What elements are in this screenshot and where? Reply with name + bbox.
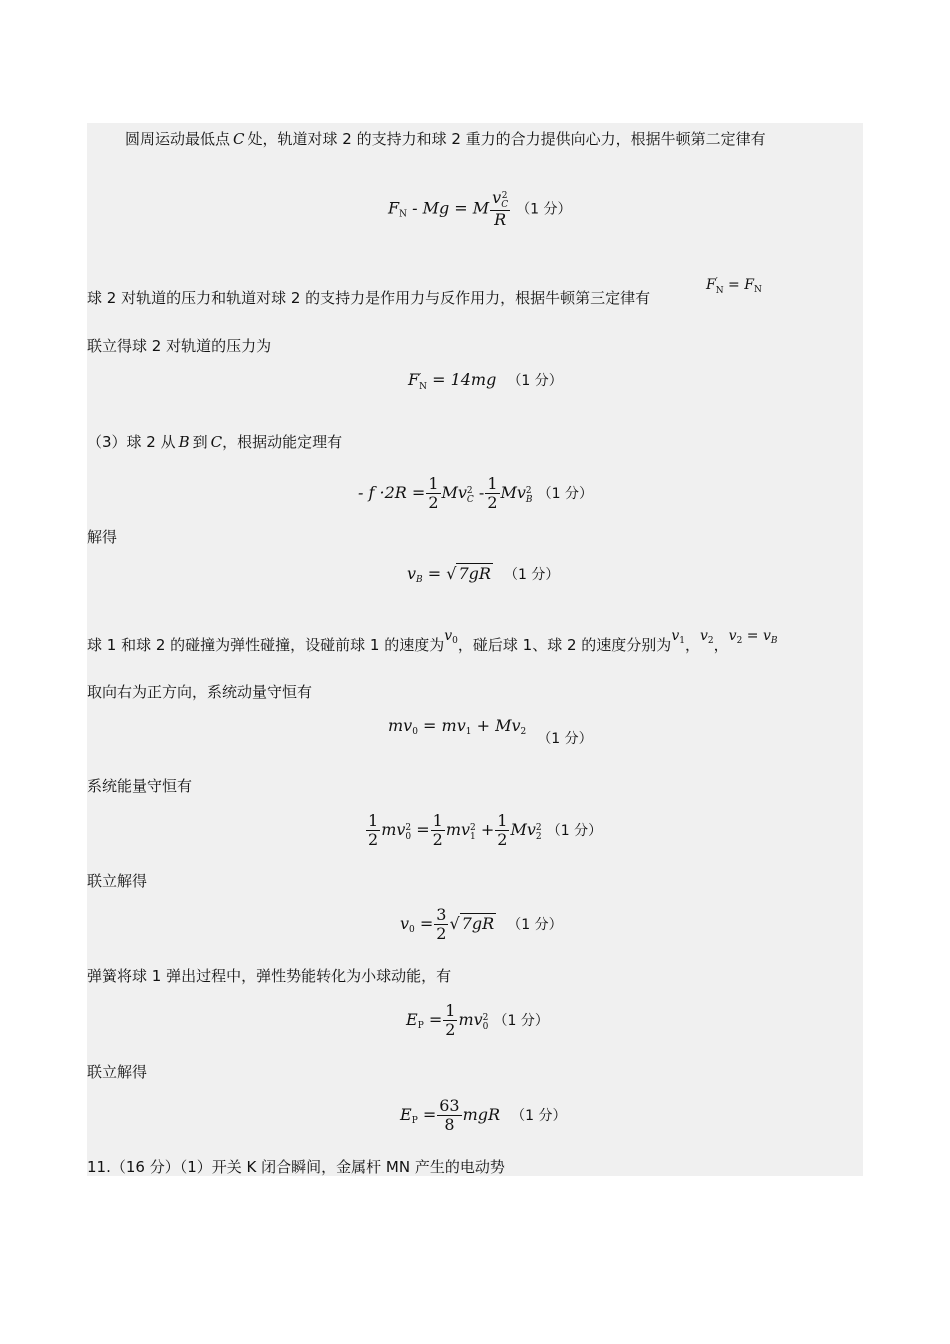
eq-sub: P: [417, 1021, 424, 1031]
eq-term: - Mg = M: [406, 198, 490, 218]
text: （3）球 2 从: [87, 433, 176, 451]
eq-num: 63: [439, 1096, 460, 1115]
eq-op: +: [475, 820, 495, 839]
eq-term: v: [699, 628, 708, 644]
equation-5: vB = √ 7gR （1 分）: [407, 564, 560, 585]
eq-sup: 2: [501, 191, 508, 201]
paragraph-6: [87, 628, 778, 661]
eq-sub: 0: [409, 925, 415, 935]
paragraph-1: [125, 129, 766, 149]
paragraph-2: [87, 288, 650, 308]
eq-num: 1: [432, 811, 443, 830]
eq-sub: 2: [520, 727, 527, 737]
eq-term: F: [408, 370, 420, 389]
paragraph-10: [87, 966, 451, 986]
eq-den: 2: [428, 493, 439, 512]
equation-11: [400, 1097, 567, 1134]
eq-term: v: [728, 628, 737, 644]
eq-term: v: [671, 628, 680, 644]
eq-term: v: [407, 564, 417, 583]
paragraph-8: [87, 776, 192, 796]
eq-den: 2: [368, 830, 379, 849]
text: ，碰后球 1、球 2 的速度分别为: [457, 636, 672, 654]
eq-sub: B: [416, 575, 423, 585]
eq-term: = v: [742, 628, 771, 644]
eq-num: 3: [436, 905, 447, 924]
eq-term: - f ·2R =: [358, 483, 426, 502]
text: 圆周运动最低点: [125, 130, 231, 148]
text: 联立得球 2 对轨道的压力为: [87, 337, 272, 355]
score: （1 分）: [507, 373, 563, 389]
eq-op: -: [473, 483, 485, 502]
fraction: [443, 1002, 457, 1039]
eq-term: Mv: [441, 483, 467, 502]
score: （1 分）: [546, 823, 603, 839]
eq-term: = 14mg: [426, 370, 497, 389]
eq-sub: C: [466, 495, 474, 505]
eq-term: Mv: [510, 820, 536, 839]
eq-sub: N: [399, 209, 407, 220]
eq-sup: 2: [525, 486, 532, 496]
eq-num: 1: [497, 811, 508, 830]
paragraph-9: [87, 871, 147, 891]
eq-sub: 2: [535, 832, 542, 842]
score: （1 分）: [516, 201, 572, 218]
paragraph-3: [87, 336, 271, 356]
fraction: [366, 812, 380, 849]
eq-term: mgR: [462, 1105, 501, 1124]
score: （1 分）: [507, 917, 563, 933]
eq-sub: C: [501, 200, 509, 210]
eq-sub: N: [715, 286, 724, 296]
eq-term: mv: [381, 820, 406, 839]
eq-op: =: [414, 914, 434, 933]
equation-2: [706, 275, 762, 300]
eq-term: F: [388, 198, 400, 218]
eq-den: 2: [445, 1020, 456, 1039]
text: 到: [192, 433, 208, 451]
eq-num: 1: [428, 474, 439, 493]
eq-term: = F: [723, 277, 754, 293]
eq-prime: ′: [419, 373, 422, 383]
fraction: [431, 812, 445, 849]
fraction: [485, 475, 499, 512]
equation-10: [406, 1002, 549, 1039]
text: 处，轨道对球 2 的支持力和球 2 重力的合力提供向心力，根据牛顿第二定律有: [247, 130, 766, 148]
eq-term: E: [400, 1105, 412, 1124]
eq-sub: N: [753, 285, 762, 295]
score: （1 分）: [537, 486, 593, 502]
eq-term: Mv: [500, 483, 526, 502]
eq-sup: 2: [482, 1013, 489, 1023]
eq-prime: ′: [715, 277, 718, 287]
score: （1 分）: [537, 731, 593, 747]
text: 解得: [87, 528, 118, 546]
var-c: C: [210, 433, 223, 451]
equation-8: [365, 812, 602, 849]
text: 系统能量守恒有: [87, 777, 193, 795]
eq-term: = mv: [417, 716, 466, 735]
eq-sub: N: [419, 382, 427, 392]
eq-sub: B: [525, 495, 533, 505]
text: 联立解得: [87, 1063, 148, 1081]
eq-num: 1: [368, 811, 379, 830]
score: （1 分）: [504, 567, 560, 583]
eq-den: 2: [432, 830, 443, 849]
score: （1 分）: [511, 1108, 567, 1124]
eq-den: 2: [497, 830, 508, 849]
eq-num: 1: [487, 474, 498, 493]
eq-sub: 0: [452, 636, 458, 646]
eq-term: R: [494, 210, 507, 229]
eq-den: 2: [436, 924, 447, 943]
equation-9: $v_0$ = $\frac{3}{2}$ √ 7gR （1 分）: [400, 905, 563, 943]
eq-sub: 0: [412, 727, 418, 737]
equation-3: [408, 370, 563, 392]
eq-sup: 2: [405, 823, 412, 833]
eq-op: =: [422, 564, 447, 583]
text: ，: [684, 636, 700, 654]
score: （1 分）: [493, 1013, 549, 1029]
fraction: [437, 1097, 461, 1134]
eq-sub: B: [770, 636, 778, 646]
eq-sub: 1: [470, 832, 476, 842]
text: 取向右为正方向，系统动量守恒有: [87, 683, 313, 701]
var-b: B: [178, 433, 190, 451]
eq-op: =: [411, 820, 430, 839]
eq-sub: 1: [679, 636, 685, 646]
eq-term: mv: [458, 1010, 483, 1029]
paragraph-5: [87, 527, 117, 547]
eq-term: + Mv: [471, 716, 521, 735]
eq-term: mv: [388, 716, 413, 735]
eq-sub: 0: [405, 832, 412, 842]
eq-sup: 2: [466, 486, 473, 496]
eq-sub: 2: [736, 636, 743, 646]
paragraph-11: [87, 1062, 147, 1082]
eq-term: E: [406, 1010, 418, 1029]
eq-sup: 2: [470, 823, 476, 833]
eq-den: 2: [487, 493, 498, 512]
eq-term: mv: [445, 820, 471, 839]
eq-term: F: [706, 277, 716, 293]
eq-sub: 1: [465, 727, 472, 737]
text: ，: [713, 636, 729, 654]
text: 11.（16 分）（1）开关 K 闭合瞬间，金属杆 MN 产生的电动势: [87, 1158, 505, 1176]
eq-op: =: [423, 1010, 443, 1029]
eq-term: v: [400, 914, 410, 933]
fraction: [426, 475, 440, 512]
text: 球 2 对轨道的压力和轨道对球 2 的支持力是作用力与反作用力，根据牛顿第三定律有: [87, 289, 651, 307]
eq-sub: 2: [707, 636, 714, 646]
paragraph-4: [87, 432, 342, 452]
eq-op: =: [417, 1105, 437, 1124]
text: 球 1 和球 2 的碰撞为弹性碰撞，设碰前球 1 的速度为: [87, 636, 445, 654]
eq-sub: 0: [482, 1022, 489, 1032]
paragraph-12: [87, 1157, 505, 1177]
text: 弹簧将球 1 弹出过程中，弹性势能转化为小球动能，有: [87, 967, 452, 985]
equation-7: [388, 716, 593, 747]
fraction: [434, 906, 448, 943]
text: ，根据动能定理有: [222, 433, 343, 451]
eq-root: 7gR: [458, 564, 491, 583]
eq-sub: P: [411, 1116, 418, 1126]
equation-4: [358, 475, 593, 512]
var-c: C: [233, 130, 245, 148]
eq-root: 7gR: [461, 914, 495, 933]
eq-num: 1: [445, 1001, 456, 1020]
equation-1: [388, 189, 572, 229]
paragraph-7: [87, 682, 312, 702]
fraction: [490, 189, 510, 229]
eq-sup: 2: [535, 823, 542, 833]
eq-term: v: [444, 628, 453, 644]
eq-den: 8: [444, 1115, 455, 1134]
text: 联立解得: [87, 872, 148, 890]
eq-term: v: [492, 188, 502, 207]
fraction: [495, 812, 509, 849]
